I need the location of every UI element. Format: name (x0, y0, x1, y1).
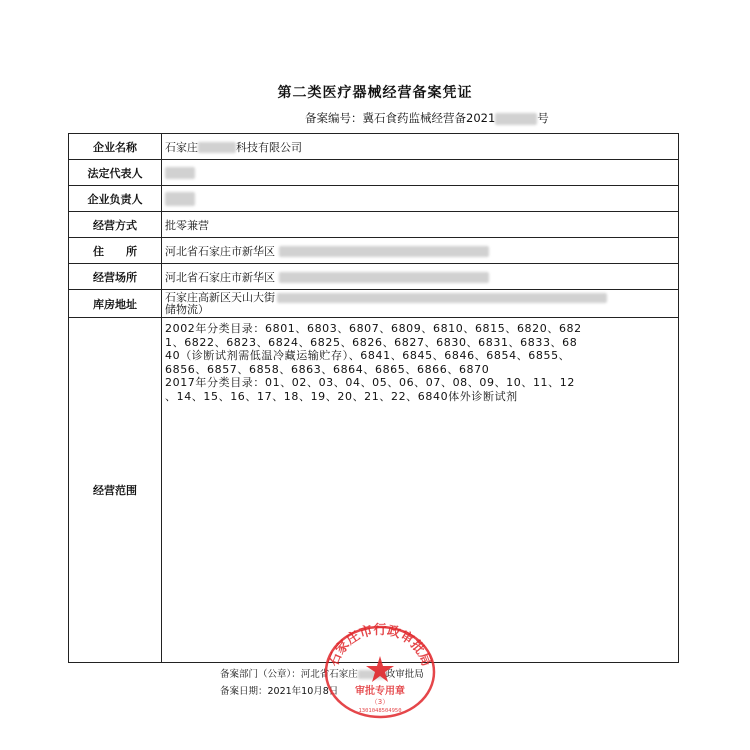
table-row (69, 318, 679, 663)
value-text: 储物流） (165, 302, 209, 316)
scope-line: 2002年分类目录：6801、6803、6807、6809、6810、6815、6820、682 (165, 322, 582, 335)
row-label-residence: 住 所 (69, 238, 162, 264)
row-value-legal-rep (162, 160, 679, 186)
table-row (69, 264, 679, 290)
row-label-company: 企业名称 (69, 134, 162, 160)
value-text: 石家庄高新区天山大街 (165, 290, 275, 304)
department-suffix: 政审批局 (385, 669, 424, 680)
scope-line: 2017年分类目录：01、02、03、04、05、06、07、08、09、10、11、12 (165, 376, 575, 389)
scope-line: 6856、6857、6858、6863、6864、6865、6866、6870 (165, 362, 490, 376)
table-row (69, 238, 679, 264)
record-table (68, 133, 679, 663)
redaction (165, 192, 195, 206)
row-value-warehouse (162, 290, 679, 318)
row-label-scope: 经营范围 (69, 318, 162, 663)
value-text: 河北省石家庄市新华区 (165, 244, 275, 258)
record-number (305, 110, 549, 126)
value-text: 科技有限公司 (236, 140, 302, 154)
redaction (279, 246, 489, 257)
record-number-label: 备案编号：冀石食药监械经营备2021 (305, 111, 496, 125)
department-text: 备案部门（公章）：河北省石家庄 (220, 669, 358, 680)
table-row (69, 290, 679, 318)
redaction (495, 113, 537, 125)
redaction (165, 167, 195, 179)
official-seal (320, 620, 440, 720)
row-value-manager (162, 186, 679, 212)
redaction (277, 293, 607, 303)
row-value-mode: 批零兼营 (162, 212, 679, 238)
value-text: 石家庄 (165, 140, 198, 154)
row-label-mode: 经营方式 (69, 212, 162, 238)
row-value-scope (162, 318, 679, 663)
document-title: 第二类医疗器械经营备案凭证 (277, 85, 473, 101)
scope-line: 1、6822、6823、6824、6825、6826、6827、6830、6831、6833、68 (165, 335, 578, 349)
seal-center-text: 审批专用章 (355, 686, 405, 697)
record-date: 备案日期：2021年10月8日 (220, 686, 339, 697)
seal-code: 1301048504950 (358, 708, 402, 714)
scope-line: 40（诊断试剂需低温冷藏运输贮存）、6841、6845、6846、6854、6855、 (165, 349, 571, 362)
table-row (69, 212, 679, 238)
record-number-suffix: 号 (537, 111, 549, 125)
table-row (69, 186, 679, 212)
row-label-manager: 企业负责人 (69, 186, 162, 212)
row-value-premises (162, 264, 679, 290)
redaction (198, 142, 236, 153)
redaction (279, 272, 489, 283)
table-row (69, 134, 679, 160)
row-value-residence (162, 238, 679, 264)
row-label-warehouse: 库房地址 (69, 290, 162, 318)
row-value-company (162, 134, 679, 160)
scope-line: 、14、15、16、17、18、19、20、21、22、6840体外诊断试剂 (165, 389, 518, 403)
row-label-premises: 经营场所 (69, 264, 162, 290)
seal-top-text: 石家庄市行政审批局 (326, 623, 434, 669)
seal-number: （3） (370, 698, 390, 706)
row-label-legal-rep: 法定代表人 (69, 160, 162, 186)
value-text: 河北省石家庄市新华区 (165, 270, 275, 284)
table-row (69, 160, 679, 186)
star-icon (366, 656, 394, 682)
